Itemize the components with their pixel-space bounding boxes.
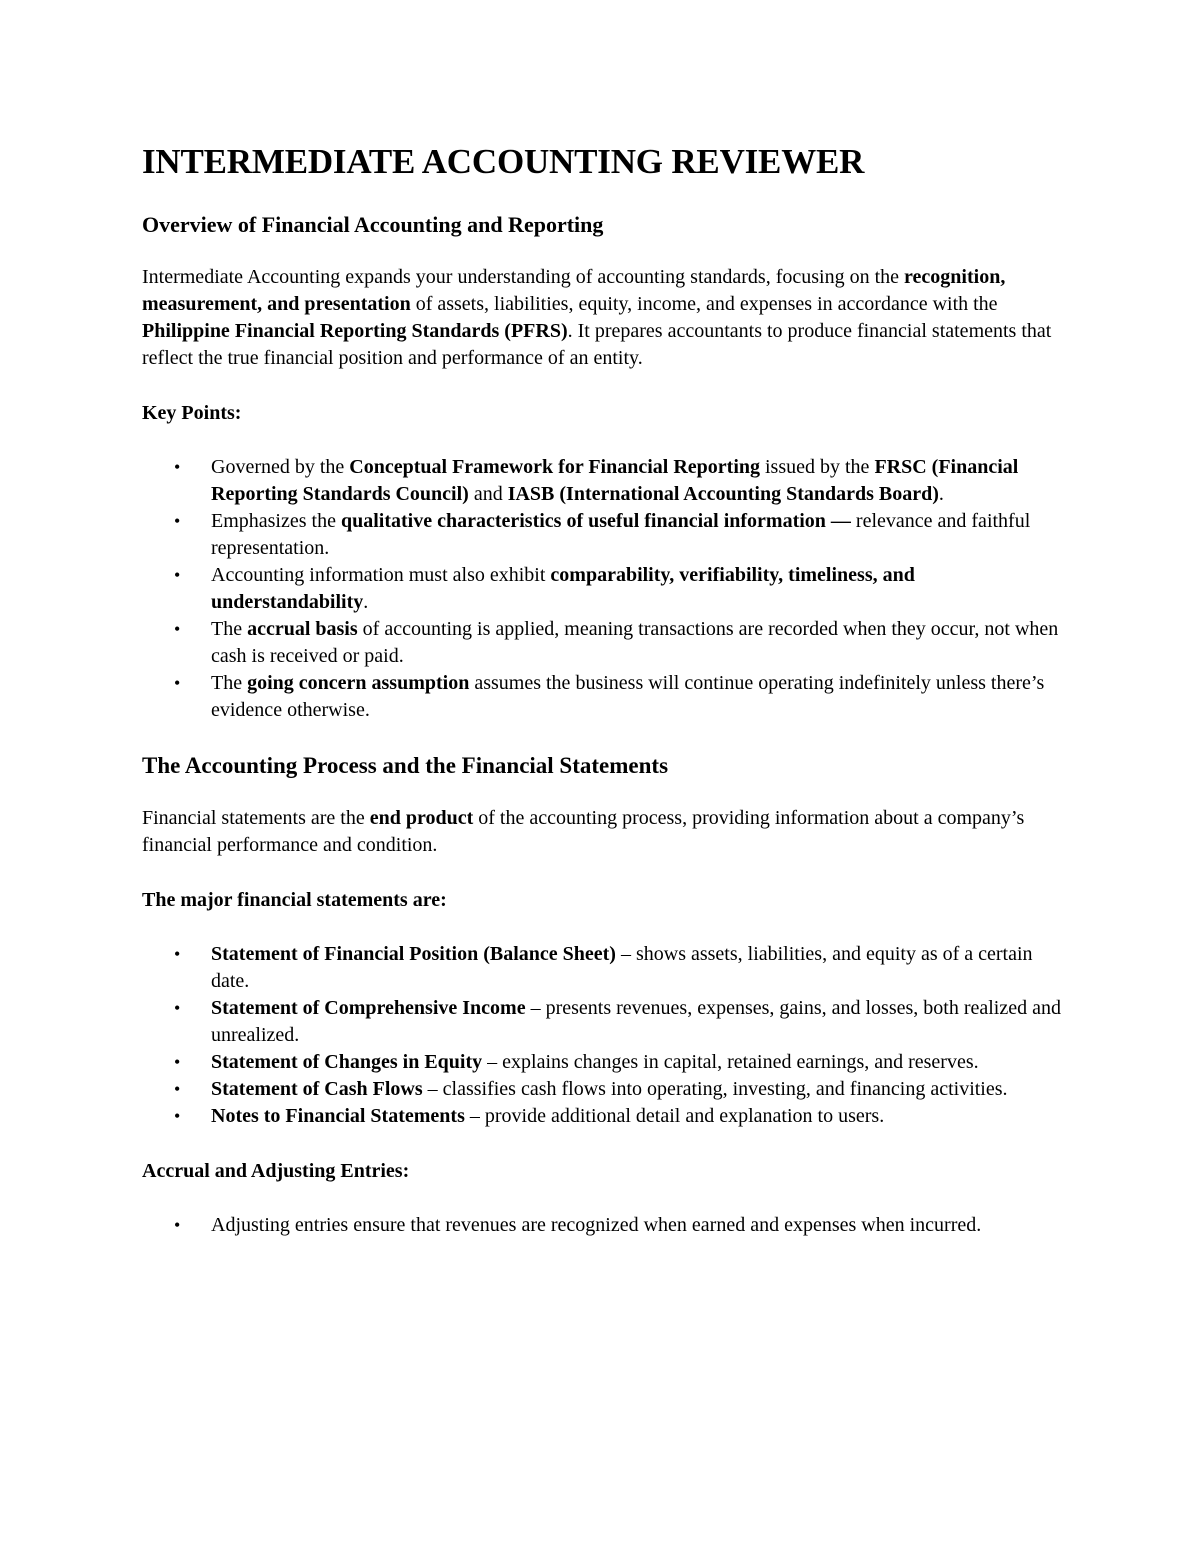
item-bold: accrual basis (247, 618, 358, 640)
bullet-icon: • (174, 565, 181, 585)
process-text-2: of the accounting process, providing information about a company’s financial performance and condition. (142, 807, 1025, 856)
list-item (174, 1076, 1067, 1103)
item-text: Adjusting entries ensure that revenues are recognized when earned and expenses when incurred. (211, 1214, 982, 1236)
item-bold: qualitative characteristics of useful financial information — (340, 510, 851, 532)
item-text: – shows assets, liabilities, and equity as of a certain date. (211, 943, 1033, 992)
list-item (174, 995, 1067, 1049)
overview-bold-1: recognition, measurement, and presentation (142, 266, 1006, 315)
item-bold: Notes to Financial Statements (211, 1105, 465, 1127)
bullet-icon: • (174, 998, 181, 1018)
bullet-icon: • (174, 1079, 181, 1099)
process-heading: The Accounting Process and the Financial Statements (142, 753, 669, 778)
key-points-label: Key Points: (142, 402, 242, 424)
list-item (174, 454, 1067, 508)
item-text: – explains changes in capital, retained earnings, and reserves. (482, 1051, 979, 1073)
overview-heading: Overview of Financial Accounting and Reporting (142, 212, 604, 237)
item-text: issued by the (760, 456, 875, 478)
process-paragraph (142, 805, 1067, 859)
item-text: Governed by the (211, 456, 350, 478)
item-bold: Statement of Cash Flows (211, 1078, 423, 1100)
overview-text-3: . It prepares accountants to produce financial statements that reflect the true financial position and performance of an entity. (142, 320, 1052, 369)
overview-text-2: of assets, liabilities, equity, income, and expenses in accordance with the (410, 293, 998, 315)
item-text: – classifies cash flows into operating, investing, and financing activities. (422, 1078, 1008, 1100)
item-text: The (211, 618, 248, 640)
item-bold: Statement of Financial Position (Balance Sheet) (211, 943, 616, 965)
item-bold: comparability, verifiability, timeliness, and understandability (211, 564, 915, 613)
bullet-icon: • (174, 457, 181, 477)
statements-list (142, 941, 1067, 1130)
item-text: . (938, 483, 944, 505)
item-bold: Statement of Changes in Equity (211, 1051, 483, 1073)
list-item (174, 562, 1067, 616)
overview-bold-2: Philippine Financial Reporting Standards (PFRS) (142, 320, 568, 342)
list-item (174, 1212, 1067, 1239)
list-item (174, 1049, 1067, 1076)
overview-paragraph (142, 264, 1067, 372)
list-item (174, 508, 1067, 562)
list-item (174, 1103, 1067, 1130)
accrual-label: Accrual and Adjusting Entries: (142, 1160, 410, 1182)
item-text: and (468, 483, 508, 505)
document-page (142, 140, 1067, 1239)
item-text: of accounting is applied, meaning transactions are recorded when they occur, not when cash is received or paid. (211, 618, 1059, 667)
bullet-icon: • (174, 1052, 181, 1072)
list-item (174, 941, 1067, 995)
bullet-icon: • (174, 944, 181, 964)
bullet-icon: • (174, 619, 181, 639)
item-text: – presents revenues, expenses, gains, and losses, both realized and unrealized. (211, 997, 1061, 1046)
process-bold-1: end product (369, 807, 474, 829)
bullet-icon: • (174, 511, 181, 531)
item-bold: IASB (International Accounting Standards Board) (507, 483, 939, 505)
item-text: – provide additional detail and explanation to users. (464, 1105, 885, 1127)
bullet-icon: • (174, 673, 181, 693)
overview-text-1: Intermediate Accounting expands your understanding of accounting standards, focusing on the (142, 266, 905, 288)
item-text: Accounting information must also exhibit (211, 564, 551, 586)
list-item (174, 616, 1067, 670)
item-text: . (363, 591, 369, 613)
item-bold: going concern assumption (247, 672, 470, 694)
accrual-list (142, 1212, 1067, 1239)
list-item (174, 670, 1067, 724)
document-title: INTERMEDIATE ACCOUNTING REVIEWER (142, 142, 865, 181)
item-text: The (211, 672, 248, 694)
statements-label: The major financial statements are: (142, 889, 447, 911)
key-points-list (142, 454, 1067, 724)
bullet-icon: • (174, 1215, 181, 1235)
item-text: Emphasizes the (211, 510, 341, 532)
item-bold: Statement of Comprehensive Income (211, 997, 526, 1019)
bullet-icon: • (174, 1106, 181, 1126)
item-bold: FRSC (Financial Reporting Standards Council) (211, 456, 1019, 505)
item-text: relevance and faithful representation. (211, 510, 1031, 559)
item-text: assumes the business will continue operating indefinitely unless there’s evidence otherwise. (211, 672, 1045, 721)
process-text-1: Financial statements are the (142, 807, 370, 829)
item-bold: Conceptual Framework for Financial Reporting (349, 456, 760, 478)
